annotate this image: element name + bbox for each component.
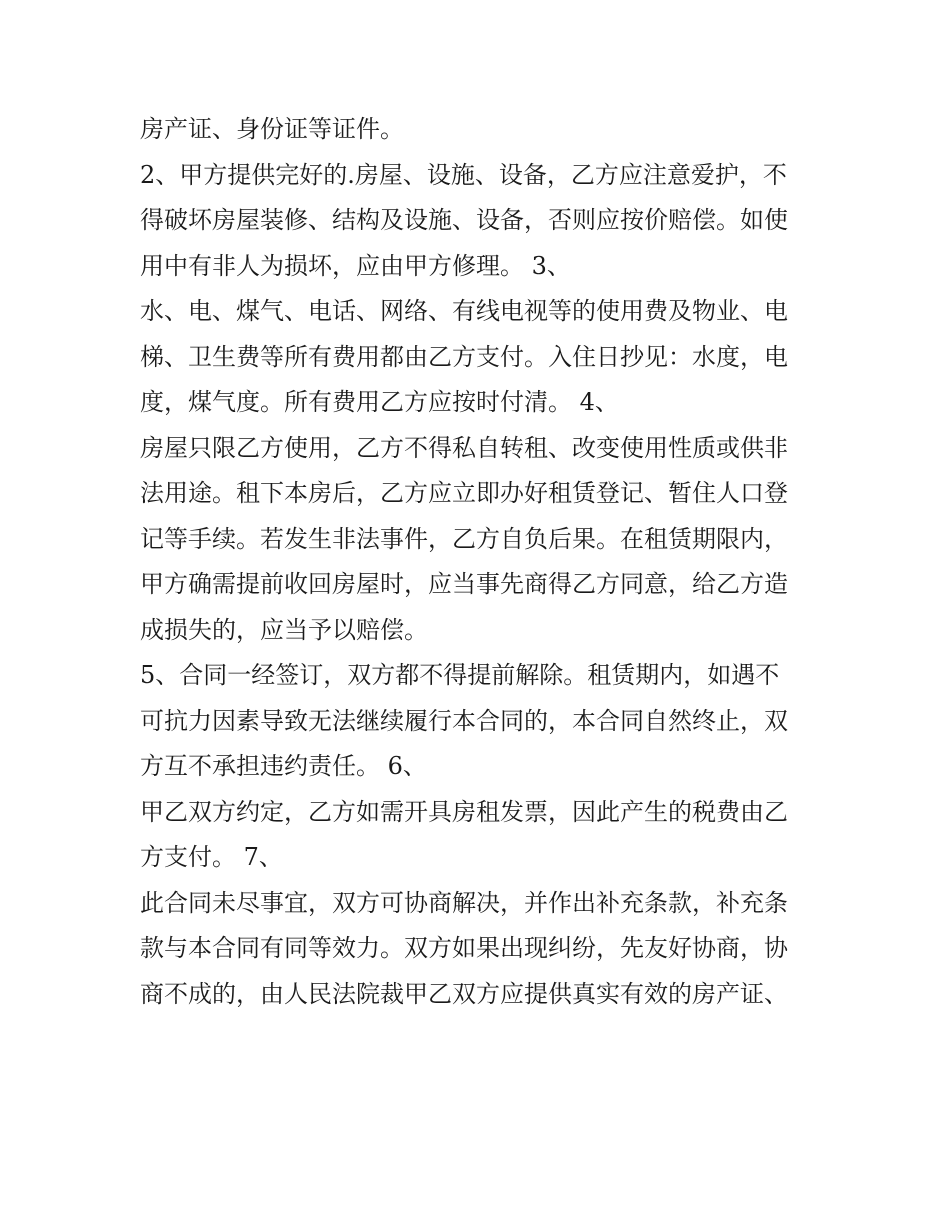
text-line: 梯、卫生费等所有费用都由乙方支付。入住日抄见：水度，电 [140,342,788,371]
text-line: 成损失的，应当予以赔偿。 [140,615,428,644]
text-line: 商不成的，由人民法院裁甲乙双方应提供真实有效的房产证、 [140,979,788,1008]
document-body [140,107,830,1017]
text-line: 甲乙双方约定，乙方如需开具房租发票，因此产生的税费由乙 [140,797,788,826]
text-line: 得破坏房屋装修、结构及设施、设备，否则应按价赔偿。如使 [140,206,788,234]
text-line: 款与本合同有同等效力。双方如果出现纠纷，先友好协商，协 [140,934,788,962]
text-line: 甲方确需提前收回房屋时，应当事先商得乙方同意，给乙方造 [140,570,788,598]
text-line: 房产证、身份证等证件。 [140,115,404,143]
text-line: 法用途。租下本房后，乙方应立即办好租赁登记、暂住人口登 [140,479,788,507]
text-line: 记等手续。若发生非法事件，乙方自负后果。在租赁期限内， [140,524,788,553]
text-line: 2、甲方提供完好的.房屋、设施、设备，乙方应注意爱护，不 [140,160,787,189]
text-line: 5、合同一经签订，双方都不得提前解除。租赁期内，如遇不 [140,661,780,689]
text-line: 方支付。 7、 [140,843,283,871]
text-line: 度，煤气度。所有费用乙方应按时付清。 4、 [140,388,619,416]
text-line: 水、电、煤气、电话、网络、有线电视等的使用费及物业、电 [140,297,788,325]
text-line: 房屋只限乙方使用，乙方不得私自转租、改变使用性质或供非 [140,433,788,462]
text-line: 此合同未尽事宜，双方可协商解决，并作出补充条款，补充条 [140,888,788,917]
text-line: 方互不承担违约责任。 6、 [140,752,427,780]
text-line: 可抗力因素导致无法继续履行本合同的，本合同自然终止，双 [140,706,788,735]
text-line: 用中有非人为损坏，应由甲方修理。 3、 [140,251,571,280]
